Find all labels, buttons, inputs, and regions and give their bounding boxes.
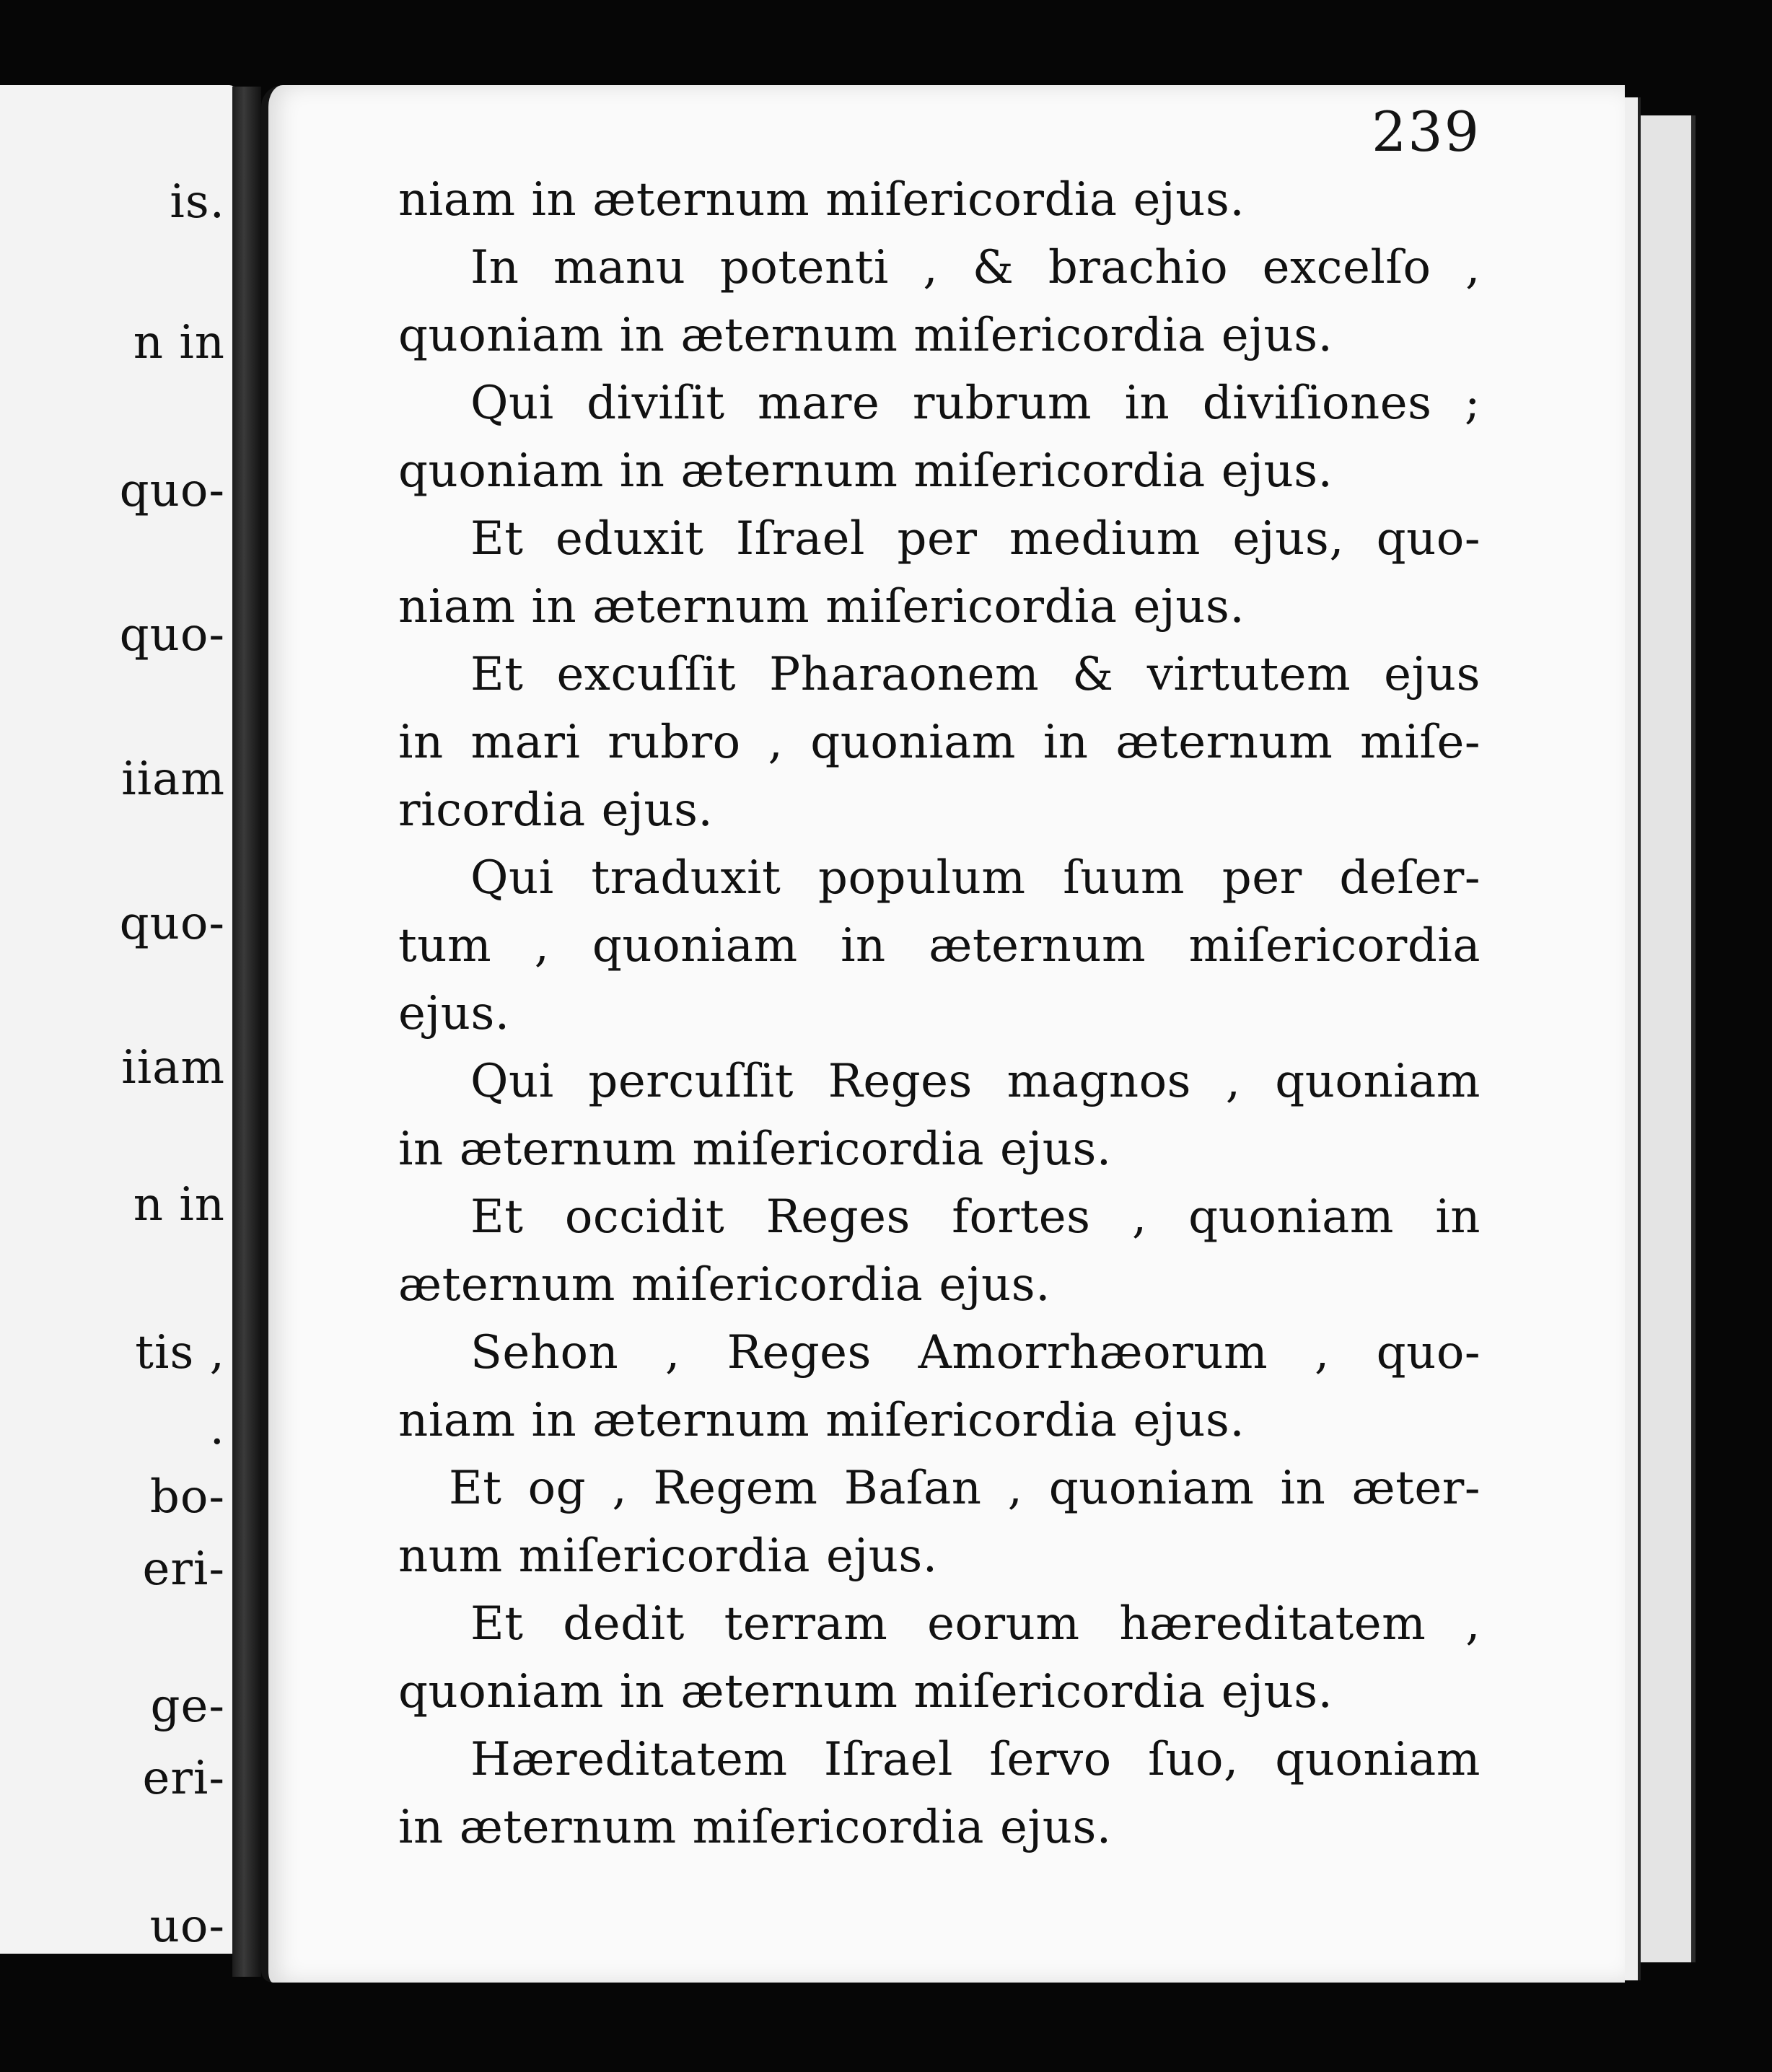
word: eduxit <box>555 512 704 566</box>
previous-page-fragment: uo- <box>149 1900 225 1953</box>
word: quo- <box>1376 512 1481 566</box>
word: terram <box>724 1597 888 1651</box>
word: eorum <box>927 1597 1080 1651</box>
word: miſericordia <box>631 1258 924 1312</box>
previous-page-fragment: quo- <box>119 897 225 950</box>
text-line <box>398 234 1481 302</box>
text-line <box>398 1115 1481 1183</box>
text-line <box>398 505 1481 573</box>
text-line <box>398 437 1481 505</box>
word: miſericordia <box>913 1665 1206 1718</box>
word: miſericordia <box>692 1123 984 1176</box>
word: num <box>398 1529 503 1583</box>
word: In <box>470 241 519 294</box>
word: virtutem <box>1146 648 1351 701</box>
word: in <box>398 1801 444 1854</box>
word: excelſo <box>1262 241 1431 294</box>
word: in <box>398 1123 444 1176</box>
word: quoniam <box>1275 1055 1481 1108</box>
word: æternum <box>459 1801 677 1854</box>
word: Iſrael <box>735 512 865 566</box>
previous-page-fragment: bo- <box>149 1470 225 1524</box>
word: , <box>1465 241 1481 294</box>
word: ejus. <box>825 1529 938 1583</box>
word: ejus. <box>1221 309 1333 362</box>
word: in <box>619 444 665 498</box>
word: ſuum <box>1063 851 1185 905</box>
text-line <box>398 912 1481 980</box>
word: quoniam <box>1048 1462 1255 1515</box>
word: in <box>1124 377 1170 430</box>
word: æternum <box>929 919 1146 973</box>
word: Reges <box>766 1190 911 1244</box>
word: niam <box>398 580 516 633</box>
word: deſer- <box>1339 851 1481 905</box>
previous-page-fragment: eri- <box>142 1752 225 1805</box>
word: & <box>972 241 1014 294</box>
previous-page <box>0 85 242 1954</box>
word: quoniam <box>1188 1190 1394 1244</box>
word: , <box>1315 1326 1330 1379</box>
word: in <box>1043 716 1089 769</box>
word: diviſiones <box>1202 377 1432 430</box>
word: Et <box>470 648 524 701</box>
word: mare <box>758 377 880 430</box>
word: miſericordia <box>913 444 1206 498</box>
text-line <box>398 1183 1481 1251</box>
word: in <box>841 919 886 973</box>
word: ; <box>1464 377 1481 430</box>
word: ejus <box>1384 648 1481 701</box>
word: in <box>619 309 665 362</box>
previous-page-fragment: n in <box>133 1178 225 1232</box>
word: æternum <box>1115 716 1333 769</box>
text-line <box>398 980 1481 1048</box>
text-line <box>398 1319 1481 1387</box>
word: Amorrhæorum <box>918 1326 1268 1379</box>
word: miſericordia <box>825 1394 1118 1447</box>
word: quoniam <box>810 716 1016 769</box>
word: Qui <box>470 851 554 905</box>
word: miſericordia <box>1188 919 1481 973</box>
text-line <box>398 1454 1481 1522</box>
word: Qui <box>470 1055 554 1108</box>
word: per <box>1221 851 1302 905</box>
word: in <box>619 1665 665 1718</box>
word: miſericordia <box>692 1801 984 1854</box>
word: , <box>664 1326 680 1379</box>
word: quoniam <box>1275 1733 1481 1786</box>
text-line <box>398 641 1481 708</box>
previous-page-fragment: quo- <box>119 608 225 662</box>
word: in <box>531 580 577 633</box>
word: ejus. <box>601 783 714 837</box>
word: Sehon <box>470 1326 619 1379</box>
text-line <box>398 1658 1481 1726</box>
text-line <box>398 1048 1481 1115</box>
word: quoniam <box>398 444 604 498</box>
word: niam <box>398 1394 516 1447</box>
word: ejus. <box>1133 580 1245 633</box>
word: occidit <box>564 1190 725 1244</box>
word: miſericordia <box>913 309 1206 362</box>
page-number: 239 <box>1371 100 1481 164</box>
word: ſervo <box>989 1733 1112 1786</box>
text-line <box>398 1726 1481 1794</box>
text-line <box>398 166 1481 234</box>
text-line <box>398 776 1481 844</box>
word: æternum <box>680 309 898 362</box>
previous-page-fragment: quo- <box>119 464 225 517</box>
word: Reges <box>828 1055 973 1108</box>
word: ejus. <box>1000 1123 1112 1176</box>
word: og <box>527 1462 587 1515</box>
word: miſe- <box>1360 716 1481 769</box>
word: Baſan <box>843 1462 982 1515</box>
word: Et <box>470 1597 524 1651</box>
word: & <box>1072 648 1114 701</box>
word: in <box>531 173 577 227</box>
word: quoniam <box>592 919 798 973</box>
word: æternum <box>592 173 810 227</box>
word: miſericordia <box>825 173 1118 227</box>
text-line <box>398 708 1481 776</box>
text-line <box>398 1590 1481 1658</box>
word: , <box>1131 1190 1147 1244</box>
word: diviſit <box>587 377 725 430</box>
previous-page-fragment: ge- <box>150 1680 225 1733</box>
word: æternum <box>592 1394 810 1447</box>
word: ricordia <box>398 783 586 837</box>
text-line <box>398 1251 1481 1319</box>
previous-page-fragment: iiam <box>121 1041 225 1094</box>
word: æternum <box>459 1123 677 1176</box>
word: dedit <box>563 1597 685 1651</box>
word: ejus. <box>1000 1801 1112 1854</box>
word: quoniam <box>398 1665 604 1718</box>
previous-page-fragment: n in <box>133 316 225 369</box>
word: tum <box>398 919 492 973</box>
word: ejus. <box>1221 1665 1333 1718</box>
word: , <box>768 716 784 769</box>
word: niam <box>398 173 516 227</box>
text-line <box>398 369 1481 437</box>
word: ejus. <box>939 1258 1051 1312</box>
word: æter- <box>1351 1462 1481 1515</box>
word: Qui <box>470 377 554 430</box>
word: fortes <box>952 1190 1091 1244</box>
word: æternum <box>680 444 898 498</box>
word: æternum <box>680 1665 898 1718</box>
word: Et <box>470 512 524 566</box>
word: ejus. <box>1221 444 1333 498</box>
word: Iſrael <box>823 1733 953 1786</box>
word: Regem <box>653 1462 818 1515</box>
current-page <box>261 85 1625 1983</box>
word: ejus. <box>398 987 510 1040</box>
word: , <box>534 919 550 973</box>
word: ejus. <box>1133 173 1245 227</box>
text-line <box>398 573 1481 641</box>
word: ſuo, <box>1148 1733 1239 1786</box>
word: Hæreditatem <box>470 1733 788 1786</box>
word: rubro <box>608 716 741 769</box>
word: quoniam <box>398 309 604 362</box>
word: excuſſit <box>556 648 737 701</box>
text-line <box>398 302 1481 369</box>
word: potenti <box>719 241 889 294</box>
word: Pharaonem <box>769 648 1040 701</box>
text-line <box>398 844 1481 912</box>
word: traduxit <box>591 851 781 905</box>
word: in <box>398 716 444 769</box>
word: ejus. <box>1133 1394 1245 1447</box>
word: æternum <box>398 1258 615 1312</box>
previous-page-fragment: is. <box>170 175 225 229</box>
word: in <box>531 1394 577 1447</box>
word: magnos <box>1006 1055 1191 1108</box>
word: , <box>1465 1597 1481 1651</box>
word: mari <box>470 716 581 769</box>
book-gutter <box>232 87 261 1977</box>
text-line <box>398 1794 1481 1861</box>
word: quo- <box>1376 1326 1481 1379</box>
word: , <box>923 241 939 294</box>
word: brachio <box>1048 241 1229 294</box>
word: , <box>612 1462 628 1515</box>
text-line <box>398 1522 1481 1590</box>
word: rubrum <box>912 377 1092 430</box>
word: percuſſit <box>588 1055 794 1108</box>
word: , <box>1225 1055 1241 1108</box>
word: Reges <box>727 1326 872 1379</box>
word: populum <box>817 851 1026 905</box>
word: in <box>1435 1190 1481 1244</box>
text-line <box>398 1387 1481 1454</box>
word: , <box>1007 1462 1023 1515</box>
previous-page-fragment: . <box>209 1402 225 1455</box>
previous-page-fragment: eri- <box>142 1542 225 1596</box>
previous-page-fragment: iiam <box>121 752 225 806</box>
psalm-text <box>398 166 1481 1861</box>
word: hæreditatem <box>1119 1597 1426 1651</box>
word: manu <box>553 241 686 294</box>
word: medium <box>1009 512 1201 566</box>
previous-page-fragment: tis , <box>135 1326 225 1379</box>
word: in <box>1280 1462 1326 1515</box>
word: æternum <box>592 580 810 633</box>
word: miſericordia <box>518 1529 810 1583</box>
word: Et <box>470 1190 524 1244</box>
word: ejus, <box>1232 512 1345 566</box>
word: per <box>897 512 978 566</box>
word: Et <box>449 1462 502 1515</box>
word: miſericordia <box>825 580 1118 633</box>
